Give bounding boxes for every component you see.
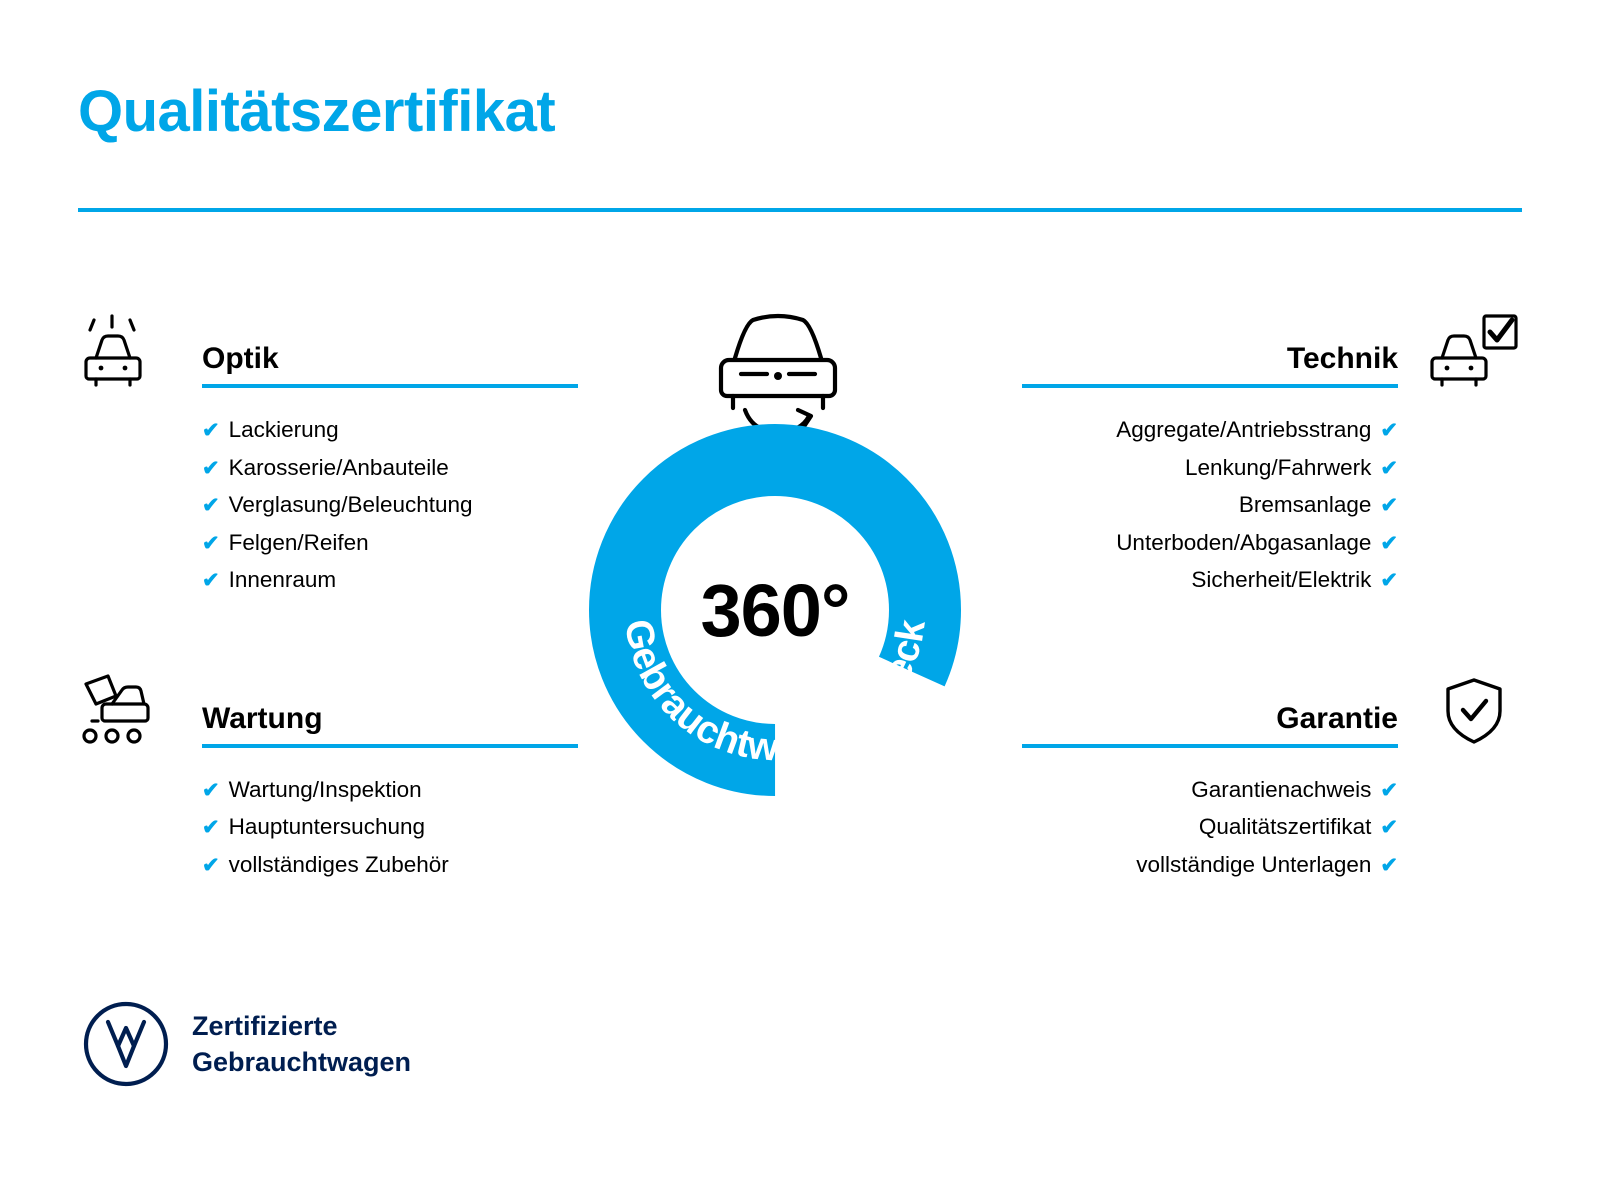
- check-icon: ✔: [1380, 456, 1398, 480]
- section-optik: [78, 320, 588, 600]
- list-item-label: Unterboden/Abgasanlage: [1116, 529, 1372, 555]
- section-wartung-rule: [202, 744, 578, 748]
- section-garantie: [1012, 680, 1522, 885]
- list-item-label: vollständige Unterlagen: [1136, 851, 1372, 877]
- list-item-label: Felgen/Reifen: [228, 529, 369, 555]
- list-item: [1012, 562, 1522, 600]
- check-icon: ✔: [202, 853, 220, 877]
- list-item-label: Qualitätszertifikat: [1198, 814, 1372, 839]
- svg-text:Gebrauchtwagen-Check: Gebrauchtwagen-Check: [615, 616, 934, 770]
- right-column: [1012, 320, 1522, 884]
- list-item-label: Sicherheit/Elektrik: [1191, 567, 1372, 592]
- list-item: [78, 809, 588, 847]
- list-item-label: Aggregate/Antriebsstrang: [1116, 417, 1372, 442]
- check-icon: ✔: [1380, 494, 1398, 517]
- list-item: [1012, 772, 1522, 810]
- page-title: Qualitätszertifikat: [78, 79, 556, 144]
- header-divider: [78, 208, 1522, 212]
- list-item-label: Hauptuntersuchung: [228, 814, 426, 839]
- list-item-label: Innenraum: [228, 567, 337, 592]
- list-item-label: vollständiges Zubehör: [228, 851, 449, 877]
- list-item-label: Karosserie/Anbauteile: [228, 454, 449, 480]
- car-lift-icon: [78, 674, 174, 746]
- footer-text: [192, 1008, 411, 1080]
- section-wartung-heading: Wartung: [202, 701, 323, 735]
- footer-branding: [82, 1000, 411, 1088]
- section-technik-rule: [1022, 384, 1398, 388]
- check-icon: ✔: [202, 569, 220, 592]
- list-item: [78, 525, 588, 563]
- section-technik-heading: Technik: [1286, 342, 1398, 375]
- section-garantie-list: [1012, 772, 1522, 885]
- list-item: [78, 772, 588, 810]
- check-icon: ✔: [1380, 853, 1398, 877]
- list-item: [78, 847, 588, 885]
- section-garantie-rule: [1022, 744, 1398, 748]
- list-item-label: Lackierung: [228, 417, 339, 442]
- section-wartung: [78, 680, 588, 885]
- section-wartung-header: [78, 680, 588, 772]
- list-item: [1012, 847, 1522, 885]
- 360-check-badge: [565, 300, 1015, 770]
- list-item: [1012, 487, 1522, 525]
- check-icon: ✔: [202, 816, 220, 839]
- check-icon: ✔: [202, 531, 220, 555]
- check-icon: ✔: [202, 494, 220, 517]
- section-garantie-heading: Garantie: [1276, 701, 1398, 735]
- car-checklist-icon: [1426, 314, 1522, 386]
- list-item-label: Wartung/Inspektion: [228, 776, 422, 802]
- check-icon: ✔: [1380, 778, 1398, 802]
- 360-degrees-label: 360°: [700, 568, 850, 652]
- check-icon: ✔: [202, 778, 220, 802]
- vw-logo: [82, 1000, 170, 1088]
- list-item: [78, 562, 588, 600]
- car-front-shine-icon: [78, 314, 174, 386]
- section-optik-heading: Optik: [202, 342, 279, 375]
- list-item: [1012, 412, 1522, 450]
- section-technik-list: [1012, 412, 1522, 600]
- list-item-label: Bremsanlage: [1238, 492, 1372, 517]
- section-wartung-list: [78, 772, 588, 885]
- section-optik-rule: [202, 384, 578, 388]
- list-item: [78, 487, 588, 525]
- list-item: [1012, 809, 1522, 847]
- check-icon: ✔: [1380, 419, 1398, 442]
- section-technik-header: [1012, 320, 1522, 412]
- section-optik-header: [78, 320, 588, 412]
- section-technik: [1012, 320, 1522, 600]
- check-icon: ✔: [202, 456, 220, 480]
- list-item: [1012, 450, 1522, 488]
- list-item-label: Lenkung/Fahrwerk: [1185, 454, 1372, 480]
- section-garantie-header: [1012, 680, 1522, 772]
- footer-line-2: Gebrauchtwagen: [192, 1047, 412, 1077]
- shield-check-icon: [1426, 674, 1522, 746]
- list-item-label: Garantienachweis: [1191, 776, 1372, 802]
- left-column: [78, 320, 588, 884]
- check-icon: ✔: [1380, 816, 1398, 839]
- list-item: [1012, 525, 1522, 563]
- list-item: [78, 412, 588, 450]
- section-optik-list: [78, 412, 588, 600]
- footer-line-1: Zertifizierte: [192, 1011, 338, 1041]
- check-icon: ✔: [1380, 531, 1398, 555]
- check-icon: ✔: [1380, 569, 1398, 592]
- check-icon: ✔: [202, 419, 220, 442]
- list-item-label: Verglasung/Beleuchtung: [228, 492, 473, 517]
- list-item: [78, 450, 588, 488]
